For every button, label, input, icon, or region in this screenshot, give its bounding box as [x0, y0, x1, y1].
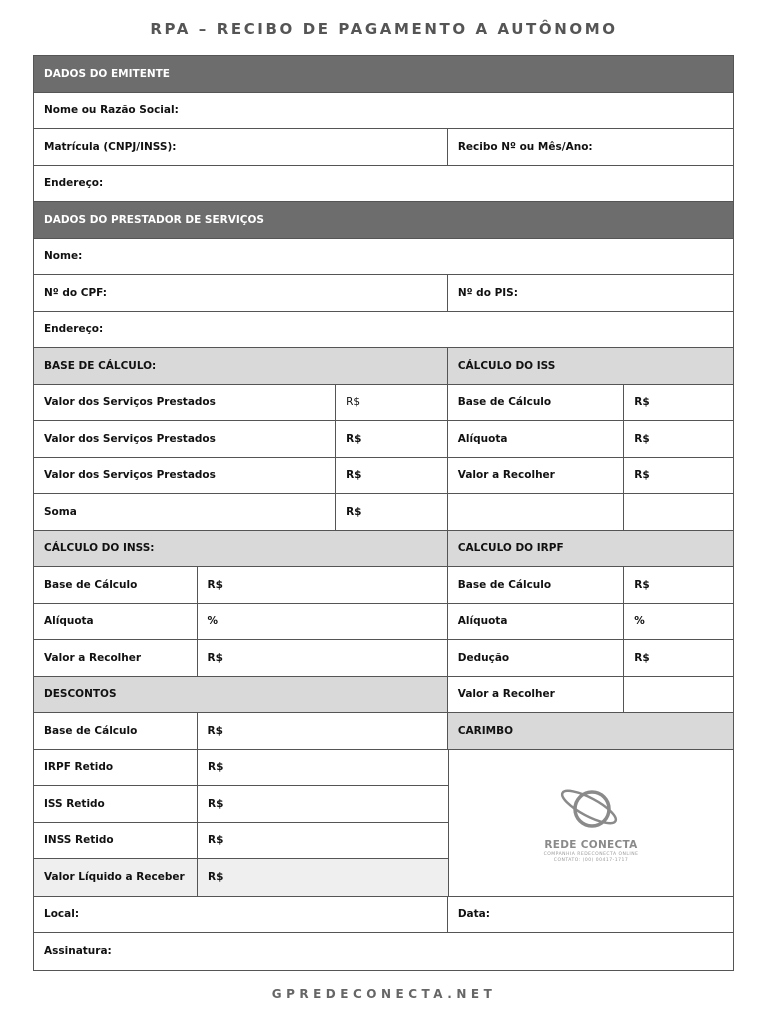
descontos-row-irpf	[34, 750, 448, 787]
base-calculo-header: BASE DE CÁLCULO:	[34, 348, 447, 384]
descontos-value-3[interactable]: R$	[197, 786, 448, 822]
logo-contact: CONTATO: (00) 00417-1717	[553, 857, 629, 863]
base-label-1: Valor dos Serviços Prestados	[44, 396, 216, 409]
inss-label-2: Alíquota	[44, 615, 94, 628]
section-header-emitente	[34, 56, 733, 93]
prestador-cpf-row	[34, 275, 733, 312]
inss-header: CÁLCULO DO INSS:	[34, 531, 447, 567]
inss-label-1: Base de Cálculo	[44, 578, 138, 591]
descontos-value-5[interactable]: R$	[197, 859, 448, 896]
prestador-nome-row[interactable]	[34, 239, 733, 276]
iss-value-4[interactable]	[623, 494, 733, 530]
prestador-cpf-label[interactable]: Nº do CPF:	[44, 286, 107, 299]
descontos-value-4[interactable]: R$	[197, 823, 448, 859]
irpf-value-4[interactable]	[623, 677, 733, 713]
inss-value-3[interactable]: R$	[197, 640, 447, 676]
iss-header: CÁLCULO DO ISS	[447, 348, 733, 384]
carimbo-area[interactable]	[448, 750, 733, 896]
base-iss-row-1	[34, 385, 733, 422]
irpf-value-1[interactable]: R$	[623, 567, 733, 603]
irpf-label-3: Dedução	[447, 640, 624, 676]
base-label-2: Valor dos Serviços Prestados	[44, 432, 216, 445]
logo-tagline: COMPANHIA REDECONECTA ONLINE	[543, 851, 639, 857]
base-value-soma[interactable]: R$	[335, 494, 447, 530]
section-header-prestador	[34, 202, 733, 239]
iss-label-2: Alíquota	[447, 421, 624, 457]
irpf-label-1: Base de Cálculo	[447, 567, 624, 603]
descontos-label-4: INSS Retido	[44, 834, 114, 847]
inss-label-3: Valor a Recolher	[44, 651, 142, 664]
irpf-label-4: Valor a Recolher	[447, 677, 624, 713]
emitente-header: DADOS DO EMITENTE	[34, 56, 733, 92]
prestador-nome-label: Nome:	[44, 250, 83, 263]
iss-value-2[interactable]: R$	[623, 421, 733, 457]
prestador-header: DADOS DO PRESTADOR DE SERVIÇOS	[34, 202, 733, 238]
emitente-matricula-label[interactable]: Matrícula (CNPJ/INSS):	[44, 140, 177, 153]
descontos-row-liquido	[34, 859, 448, 896]
descontos-value-1[interactable]: R$	[197, 713, 447, 749]
descontos-row-inss	[34, 823, 448, 860]
base-value-1[interactable]: R$	[335, 385, 447, 421]
descontos-label-2: IRPF Retido	[44, 761, 114, 774]
prestador-pis-label[interactable]: Nº do PIS:	[447, 275, 733, 311]
inss-irpf-row-3	[34, 640, 733, 677]
base-label-3: Valor dos Serviços Prestados	[44, 469, 216, 482]
logo-brand-name: REDE CONECTA	[544, 838, 638, 851]
iss-label-1: Base de Cálculo	[447, 385, 624, 421]
inss-value-1[interactable]: R$	[197, 567, 447, 603]
section-header-inss-irpf	[34, 531, 733, 568]
rede-conecta-logo	[544, 783, 639, 863]
inss-value-2[interactable]: %	[197, 604, 447, 640]
base-iss-row-2	[34, 421, 733, 458]
base-value-2[interactable]: R$	[335, 421, 447, 457]
base-value-3[interactable]: R$	[335, 458, 447, 494]
emitente-recibo-label[interactable]: Recibo Nº ou Mês/Ano:	[447, 129, 733, 165]
base-label-soma: Soma	[44, 505, 77, 518]
irpf-label-2: Alíquota	[447, 604, 624, 640]
section-header-base-iss	[34, 348, 733, 385]
rpa-form	[33, 55, 734, 971]
descontos-list	[34, 750, 448, 896]
inss-irpf-row-2	[34, 604, 733, 641]
descontos-value-2[interactable]: R$	[197, 750, 448, 786]
iss-label-4	[447, 494, 624, 530]
irpf-header: CALCULO DO IRPF	[447, 531, 733, 567]
emitente-nome-row[interactable]	[34, 93, 733, 130]
descontos-header: DESCONTOS	[34, 677, 447, 713]
prestador-endereco-label: Endereço:	[44, 323, 104, 336]
document-title: RPA – RECIBO DE PAGAMENTO A AUTÔNOMO	[150, 20, 618, 38]
emitente-matricula-row	[34, 129, 733, 166]
iss-label-3: Valor a Recolher	[447, 458, 624, 494]
iss-value-3[interactable]: R$	[623, 458, 733, 494]
local-data-row	[34, 897, 733, 934]
descontos-irpf-row	[34, 677, 733, 714]
descontos-label-3: ISS Retido	[44, 797, 105, 810]
footer-website: GPREDECONECTA.NET	[271, 987, 497, 1001]
descontos-label-1: Base de Cálculo	[44, 724, 138, 737]
iss-value-1[interactable]: R$	[623, 385, 733, 421]
irpf-value-3[interactable]: R$	[623, 640, 733, 676]
descontos-row-iss	[34, 786, 448, 823]
emitente-nome-label: Nome ou Razão Social:	[44, 104, 179, 117]
carimbo-header: CARIMBO	[447, 713, 733, 749]
assinatura-label: Assinatura:	[44, 945, 112, 958]
descontos-label-5: Valor Líquido a Receber	[34, 859, 197, 896]
descontos-carimbo-row	[34, 713, 733, 750]
emitente-endereco-label: Endereço:	[44, 177, 104, 190]
prestador-endereco-row[interactable]	[34, 312, 733, 349]
assinatura-row[interactable]	[34, 933, 733, 970]
inss-irpf-row-1	[34, 567, 733, 604]
base-iss-row-3	[34, 458, 733, 495]
data-label[interactable]: Data:	[447, 897, 733, 933]
irpf-value-2[interactable]: %	[623, 604, 733, 640]
local-label[interactable]: Local:	[44, 908, 80, 921]
base-iss-row-4	[34, 494, 733, 531]
emitente-endereco-row[interactable]	[34, 166, 733, 203]
planet-logo-icon	[556, 783, 626, 837]
descontos-stamp-block	[34, 750, 733, 897]
